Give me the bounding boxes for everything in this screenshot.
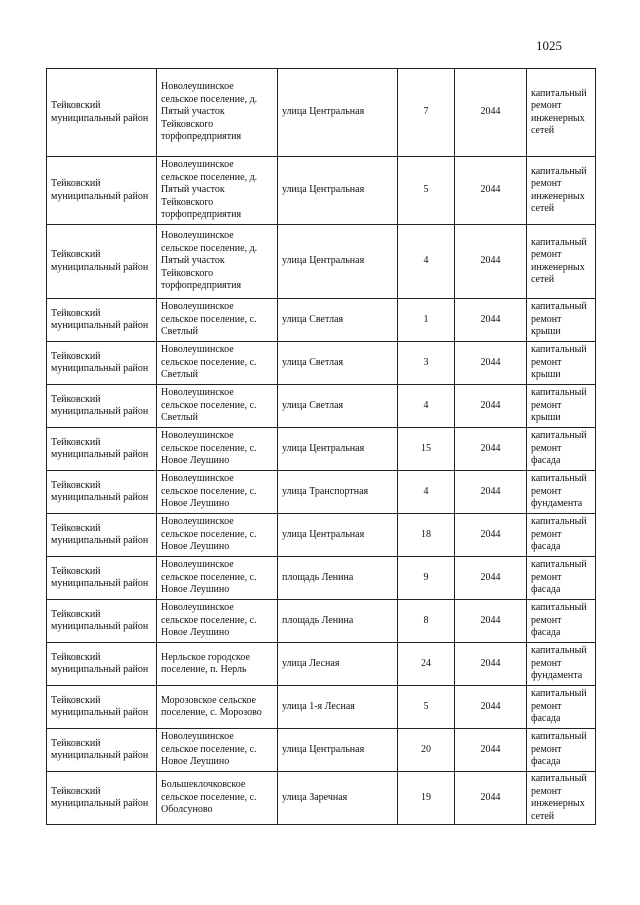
year-cell: 2044 bbox=[455, 471, 527, 514]
work-type-cell: капитальный ремонт крыши bbox=[527, 299, 596, 342]
district-cell: Тейковский муниципальный район bbox=[47, 557, 157, 600]
street-cell: улица Центральная bbox=[278, 69, 398, 157]
district-cell: Тейковский муниципальный район bbox=[47, 69, 157, 157]
house-number-cell: 4 bbox=[398, 225, 455, 299]
house-number-cell: 24 bbox=[398, 643, 455, 686]
street-cell: улица Центральная bbox=[278, 428, 398, 471]
district-cell: Тейковский муниципальный район bbox=[47, 428, 157, 471]
year-cell: 2044 bbox=[455, 299, 527, 342]
district-cell: Тейковский муниципальный район bbox=[47, 772, 157, 825]
settlement-cell: Новолеушинское сельское поселение, с. Новое Леушино bbox=[157, 471, 278, 514]
house-number-cell: 20 bbox=[398, 729, 455, 772]
settlement-cell: Нерльское городское поселение, п. Нерль bbox=[157, 643, 278, 686]
settlement-cell: Новолеушинское сельское поселение, д. Пятый участок Тейковского торфопредприятия bbox=[157, 225, 278, 299]
year-cell: 2044 bbox=[455, 342, 527, 385]
street-cell: улица Центральная bbox=[278, 225, 398, 299]
district-cell: Тейковский муниципальный район bbox=[47, 385, 157, 428]
district-cell: Тейковский муниципальный район bbox=[47, 686, 157, 729]
work-type-cell: капитальный ремонт фасада bbox=[527, 729, 596, 772]
table-row bbox=[47, 157, 596, 225]
district-cell: Тейковский муниципальный район bbox=[47, 514, 157, 557]
street-cell: улица Транспортная bbox=[278, 471, 398, 514]
house-number-cell: 3 bbox=[398, 342, 455, 385]
year-cell: 2044 bbox=[455, 557, 527, 600]
year-cell: 2044 bbox=[455, 514, 527, 557]
house-number-cell: 19 bbox=[398, 772, 455, 825]
work-type-cell: капитальный ремонт фасада bbox=[527, 514, 596, 557]
table-row bbox=[47, 428, 596, 471]
work-type-cell: капитальный ремонт фасада bbox=[527, 557, 596, 600]
table-body bbox=[47, 69, 596, 825]
table-row bbox=[47, 514, 596, 557]
district-cell: Тейковский муниципальный район bbox=[47, 600, 157, 643]
district-cell: Тейковский муниципальный район bbox=[47, 225, 157, 299]
work-type-cell: капитальный ремонт инженерных сетей bbox=[527, 225, 596, 299]
street-cell: улица Центральная bbox=[278, 514, 398, 557]
street-cell: улица Светлая bbox=[278, 299, 398, 342]
street-cell: улица Светлая bbox=[278, 342, 398, 385]
work-type-cell: капитальный ремонт инженерных сетей bbox=[527, 69, 596, 157]
year-cell: 2044 bbox=[455, 729, 527, 772]
settlement-cell: Новолеушинское сельское поселение, с. Новое Леушино bbox=[157, 428, 278, 471]
table-row bbox=[47, 342, 596, 385]
district-cell: Тейковский муниципальный район bbox=[47, 643, 157, 686]
settlement-cell: Новолеушинское сельское поселение, д. Пятый участок Тейковского торфопредприятия bbox=[157, 69, 278, 157]
house-number-cell: 4 bbox=[398, 471, 455, 514]
house-number-cell: 5 bbox=[398, 157, 455, 225]
table-row bbox=[47, 557, 596, 600]
work-type-cell: капитальный ремонт крыши bbox=[527, 342, 596, 385]
work-type-cell: капитальный ремонт фасада bbox=[527, 428, 596, 471]
table-row bbox=[47, 471, 596, 514]
table-row bbox=[47, 69, 596, 157]
year-cell: 2044 bbox=[455, 686, 527, 729]
street-cell: улица Заречная bbox=[278, 772, 398, 825]
page-number: 1025 bbox=[536, 38, 562, 53]
house-number-cell: 15 bbox=[398, 428, 455, 471]
settlement-cell: Новолеушинское сельское поселение, с. Светлый bbox=[157, 342, 278, 385]
settlement-cell: Новолеушинское сельское поселение, д. Пятый участок Тейковского торфопредприятия bbox=[157, 157, 278, 225]
street-cell: улица Центральная bbox=[278, 729, 398, 772]
house-number-cell: 9 bbox=[398, 557, 455, 600]
year-cell: 2044 bbox=[455, 643, 527, 686]
table-row bbox=[47, 643, 596, 686]
house-number-cell: 1 bbox=[398, 299, 455, 342]
work-type-cell: капитальный ремонт фундамента bbox=[527, 471, 596, 514]
work-type-cell: капитальный ремонт фасада bbox=[527, 600, 596, 643]
district-cell: Тейковский муниципальный район bbox=[47, 729, 157, 772]
house-number-cell: 8 bbox=[398, 600, 455, 643]
work-type-cell: капитальный ремонт крыши bbox=[527, 385, 596, 428]
year-cell: 2044 bbox=[455, 69, 527, 157]
year-cell: 2044 bbox=[455, 428, 527, 471]
settlement-cell: Большеклочковское сельское поселение, с. Оболсуново bbox=[157, 772, 278, 825]
table-row bbox=[47, 772, 596, 825]
house-number-cell: 4 bbox=[398, 385, 455, 428]
house-number-cell: 18 bbox=[398, 514, 455, 557]
housing-repair-table bbox=[46, 68, 596, 825]
work-type-cell: капитальный ремонт фасада bbox=[527, 686, 596, 729]
table-row bbox=[47, 385, 596, 428]
district-cell: Тейковский муниципальный район bbox=[47, 157, 157, 225]
district-cell: Тейковский муниципальный район bbox=[47, 299, 157, 342]
house-number-cell: 7 bbox=[398, 69, 455, 157]
settlement-cell: Новолеушинское сельское поселение, с. Новое Леушино bbox=[157, 729, 278, 772]
settlement-cell: Новолеушинское сельское поселение, с. Новое Леушино bbox=[157, 557, 278, 600]
house-number-cell: 5 bbox=[398, 686, 455, 729]
settlement-cell: Новолеушинское сельское поселение, с. Новое Леушино bbox=[157, 514, 278, 557]
table-row bbox=[47, 600, 596, 643]
street-cell: улица 1-я Лесная bbox=[278, 686, 398, 729]
street-cell: улица Центральная bbox=[278, 157, 398, 225]
year-cell: 2044 bbox=[455, 157, 527, 225]
work-type-cell: капитальный ремонт инженерных сетей bbox=[527, 772, 596, 825]
settlement-cell: Новолеушинское сельское поселение, с. Новое Леушино bbox=[157, 600, 278, 643]
table-row bbox=[47, 729, 596, 772]
table-row bbox=[47, 299, 596, 342]
street-cell: улица Лесная bbox=[278, 643, 398, 686]
table-row bbox=[47, 686, 596, 729]
year-cell: 2044 bbox=[455, 385, 527, 428]
year-cell: 2044 bbox=[455, 772, 527, 825]
table-row bbox=[47, 225, 596, 299]
work-type-cell: капитальный ремонт фундамента bbox=[527, 643, 596, 686]
district-cell: Тейковский муниципальный район bbox=[47, 471, 157, 514]
settlement-cell: Новолеушинское сельское поселение, с. Светлый bbox=[157, 299, 278, 342]
settlement-cell: Морозовское сельское поселение, с. Морозово bbox=[157, 686, 278, 729]
street-cell: улица Светлая bbox=[278, 385, 398, 428]
settlement-cell: Новолеушинское сельское поселение, с. Светлый bbox=[157, 385, 278, 428]
district-cell: Тейковский муниципальный район bbox=[47, 342, 157, 385]
year-cell: 2044 bbox=[455, 600, 527, 643]
street-cell: площадь Ленина bbox=[278, 600, 398, 643]
work-type-cell: капитальный ремонт инженерных сетей bbox=[527, 157, 596, 225]
street-cell: площадь Ленина bbox=[278, 557, 398, 600]
year-cell: 2044 bbox=[455, 225, 527, 299]
